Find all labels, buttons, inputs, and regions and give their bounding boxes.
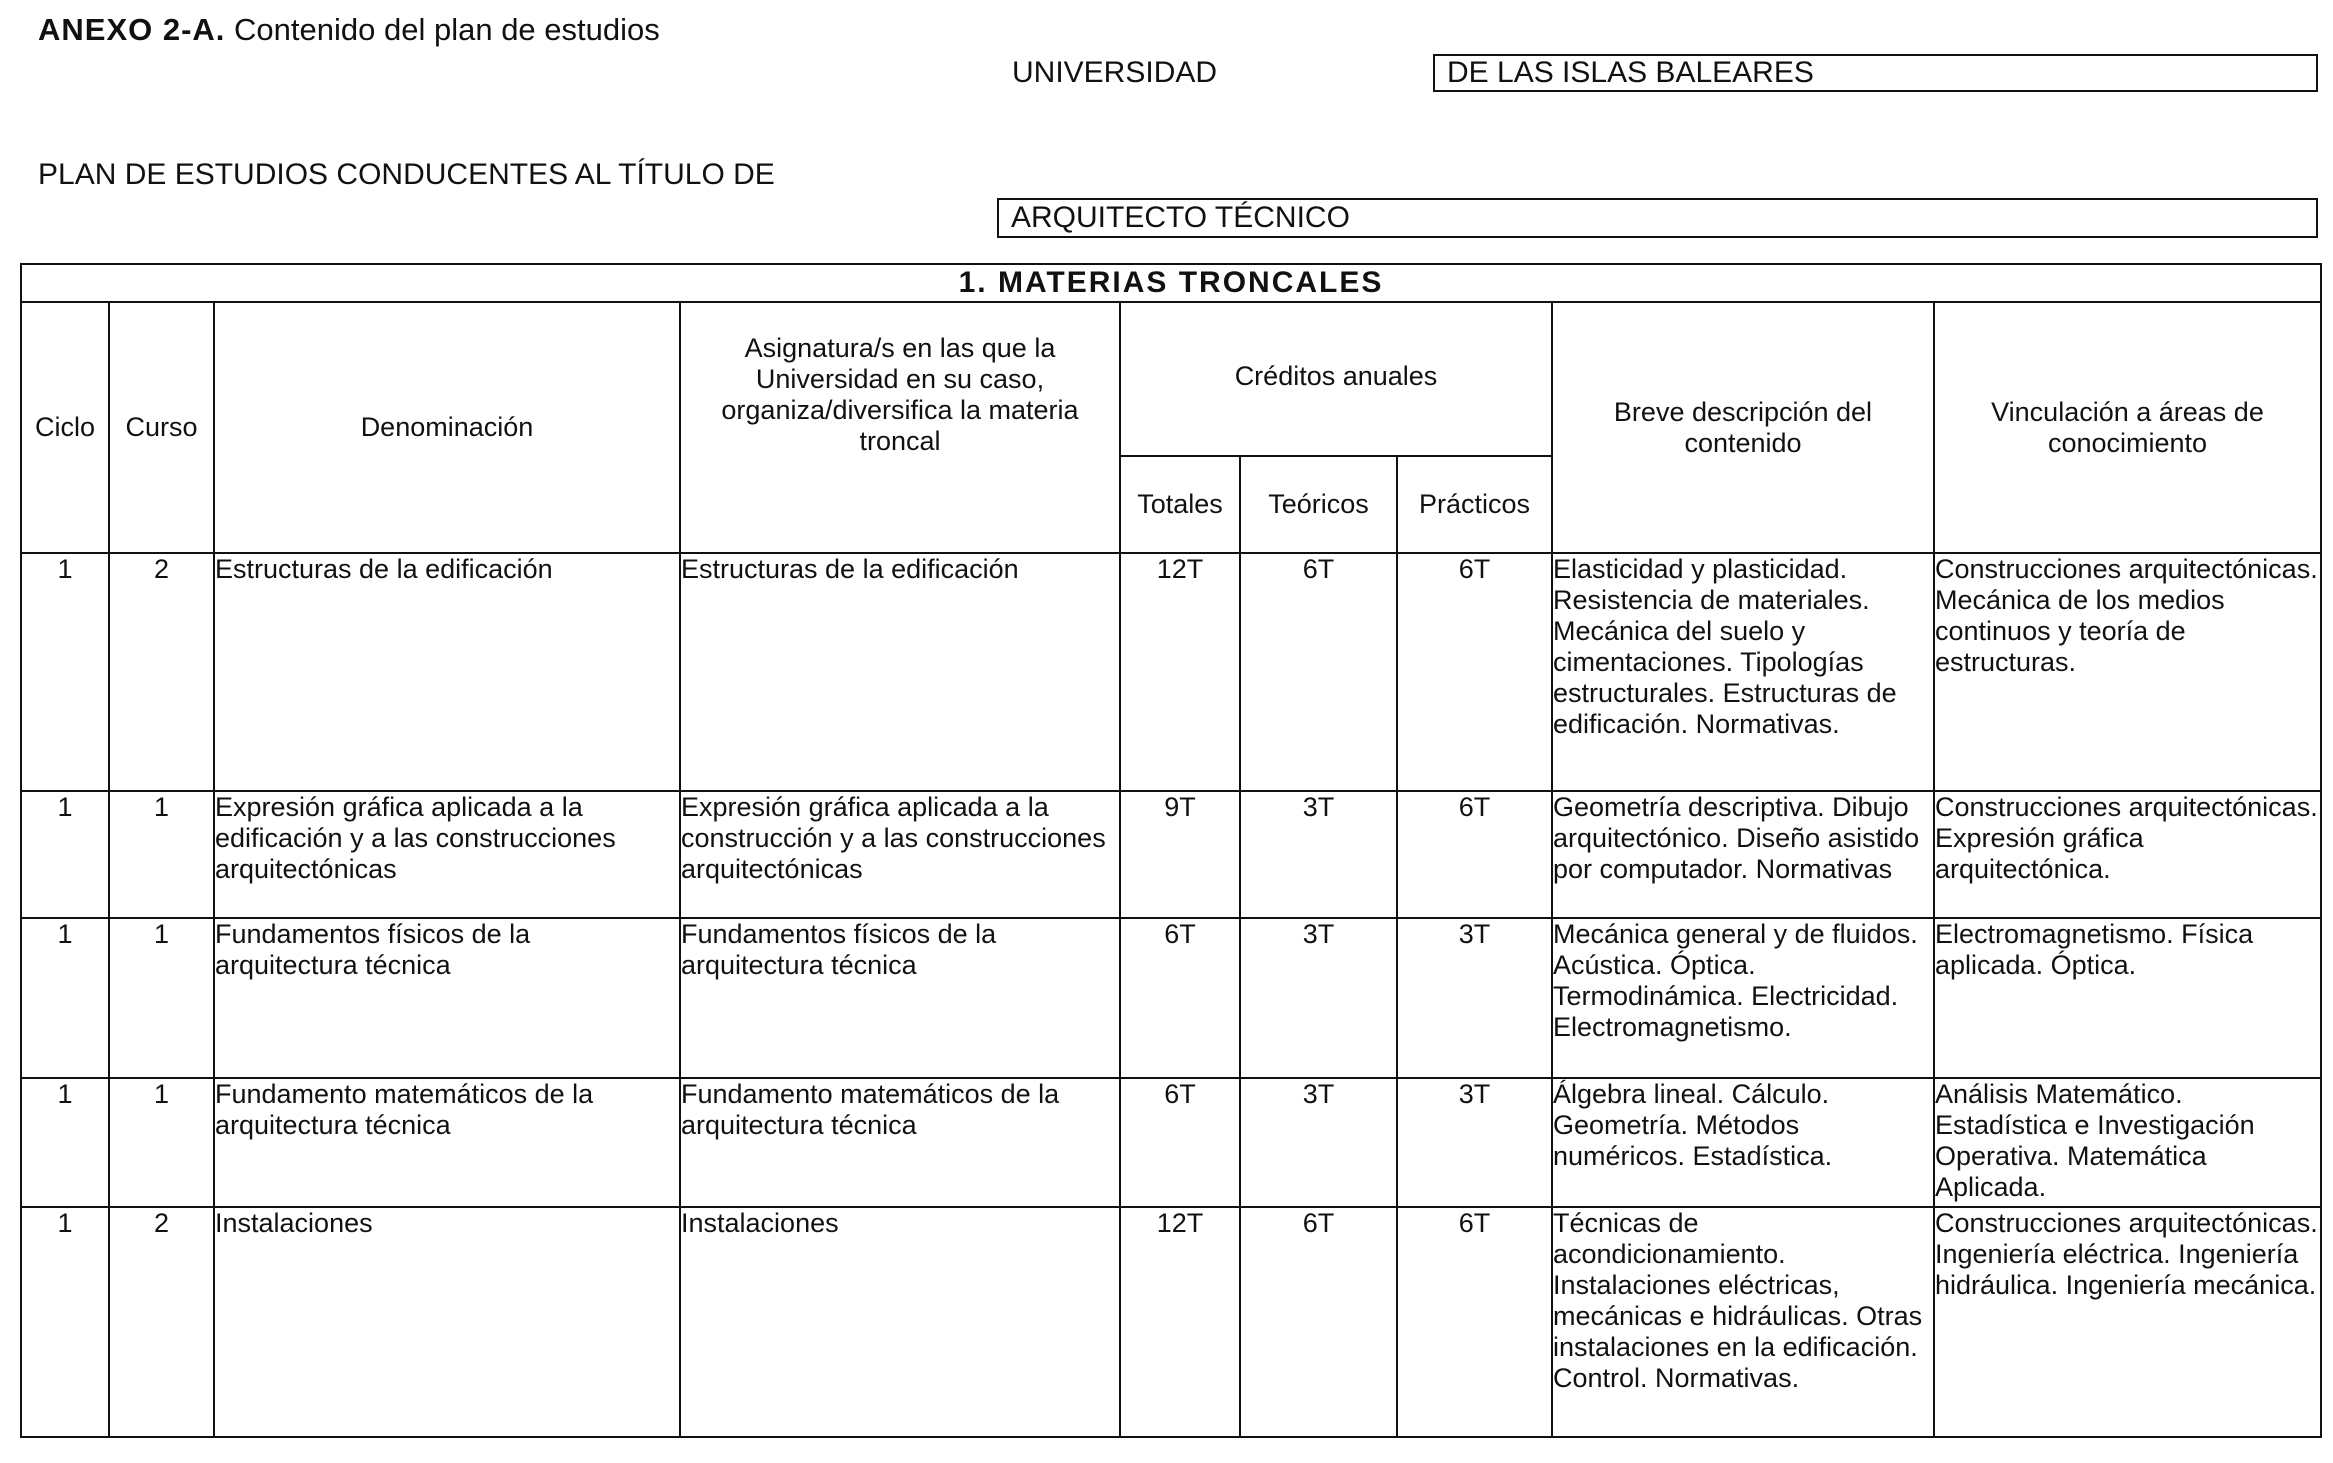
- cell-descripcion: Elasticidad y plasticidad. Resistencia de materiales. Mecánica del suelo y cimentaciones. Tipologías estructurales. Estructuras de edificación. Normativas.: [1552, 553, 1934, 791]
- table-row: [21, 1078, 2321, 1207]
- cell-denominacion: Instalaciones: [214, 1207, 680, 1437]
- col-ciclo: Ciclo: [21, 302, 109, 552]
- cell-vinculacion: Construcciones arquitectónicas. Expresión gráfica arquitectónica.: [1934, 791, 2321, 918]
- col-vinculacion: Vinculación a áreas de conocimiento: [1934, 302, 2321, 552]
- cell-curso: 1: [109, 918, 214, 1077]
- plan-label: PLAN DE ESTUDIOS CONDUCENTES AL TÍTULO DE: [38, 158, 775, 191]
- cell-ciclo: 1: [21, 553, 109, 791]
- col-practicos: Prácticos: [1397, 456, 1552, 553]
- cell-totales: 12T: [1120, 553, 1240, 791]
- cell-denominacion: Fundamento matemáticos de la arquitectura técnica: [214, 1078, 680, 1207]
- annex-text: Contenido del plan de estudios: [234, 12, 660, 47]
- cell-descripcion: Técnicas de acondicionamiento. Instalaciones eléctricas, mecánicas e hidráulicas. Otras instalaciones en la edificación. Control. Normativas.: [1552, 1207, 1934, 1437]
- cell-curso: 1: [109, 1078, 214, 1207]
- cell-descripcion: Mecánica general y de fluidos. Acústica. Óptica. Termodinámica. Electricidad. Electromagnetismo.: [1552, 918, 1934, 1077]
- cell-totales: 6T: [1120, 918, 1240, 1077]
- degree-title: ARQUITECTO TÉCNICO: [997, 198, 2318, 238]
- cell-vinculacion: Análisis Matemático. Estadística e Investigación Operativa. Matemática Aplicada.: [1934, 1078, 2321, 1207]
- cell-curso: 2: [109, 1207, 214, 1437]
- table-row: [21, 1207, 2321, 1437]
- col-teoricos: Teóricos: [1240, 456, 1397, 553]
- section-title: 1. MATERIAS TRONCALES: [21, 264, 2321, 302]
- cell-practicos: 6T: [1397, 1207, 1552, 1437]
- cell-ciclo: 1: [21, 1207, 109, 1437]
- table-row: [21, 918, 2321, 1077]
- cell-curso: 2: [109, 553, 214, 791]
- annex-heading: [38, 12, 660, 48]
- cell-practicos: 6T: [1397, 791, 1552, 918]
- cell-ciclo: 1: [21, 918, 109, 1077]
- annex-label: ANEXO 2-A.: [38, 12, 226, 47]
- cell-vinculacion: Construcciones arquitectónicas. Mecánica de los medios continuos y teoría de estructuras.: [1934, 553, 2321, 791]
- cell-practicos: 3T: [1397, 1078, 1552, 1207]
- cell-teoricos: 3T: [1240, 791, 1397, 918]
- table-row: [21, 553, 2321, 791]
- cell-teoricos: 6T: [1240, 1207, 1397, 1437]
- cell-denominacion: Fundamentos físicos de la arquitectura técnica: [214, 918, 680, 1077]
- cell-totales: 6T: [1120, 1078, 1240, 1207]
- cell-totales: 12T: [1120, 1207, 1240, 1437]
- cell-denominacion: Expresión gráfica aplicada a la edificación y a las construcciones arquitectónicas: [214, 791, 680, 918]
- cell-curso: 1: [109, 791, 214, 918]
- cell-teoricos: 6T: [1240, 553, 1397, 791]
- cell-totales: 9T: [1120, 791, 1240, 918]
- col-asignatura: Asignatura/s en las que la Universidad en su caso, organiza/diversifica la materia troncal: [680, 302, 1120, 552]
- cell-asignatura: Instalaciones: [680, 1207, 1120, 1437]
- cell-asignatura: Expresión gráfica aplicada a la construcción y a las construcciones arquitectónicas: [680, 791, 1120, 918]
- cell-asignatura: Fundamentos físicos de la arquitectura técnica: [680, 918, 1120, 1077]
- cell-vinculacion: Construcciones arquitectónicas. Ingeniería eléctrica. Ingeniería hidráulica. Ingeniería mecánica.: [1934, 1207, 2321, 1437]
- col-denominacion: Denominación: [214, 302, 680, 552]
- cell-asignatura: Estructuras de la edificación: [680, 553, 1120, 791]
- col-totales: Totales: [1120, 456, 1240, 553]
- cell-teoricos: 3T: [1240, 1078, 1397, 1207]
- cell-teoricos: 3T: [1240, 918, 1397, 1077]
- university-value: DE LAS ISLAS BALEARES: [1433, 54, 2318, 92]
- cell-descripcion: Geometría descriptiva. Dibujo arquitectónico. Diseño asistido por computador. Normativas: [1552, 791, 1934, 918]
- col-descripcion: Breve descripción del contenido: [1552, 302, 1934, 552]
- cell-denominacion: Estructuras de la edificación: [214, 553, 680, 791]
- cell-asignatura: Fundamento matemáticos de la arquitectura técnica: [680, 1078, 1120, 1207]
- university-label: UNIVERSIDAD: [1012, 56, 1218, 89]
- table-row: [21, 791, 2321, 918]
- cell-practicos: 3T: [1397, 918, 1552, 1077]
- col-creditos: Créditos anuales: [1120, 302, 1552, 455]
- col-curso: Curso: [109, 302, 214, 552]
- cell-ciclo: 1: [21, 1078, 109, 1207]
- cell-descripcion: Álgebra lineal. Cálculo. Geometría. Métodos numéricos. Estadística.: [1552, 1078, 1934, 1207]
- cell-practicos: 6T: [1397, 553, 1552, 791]
- subjects-table: [20, 263, 2322, 1438]
- cell-ciclo: 1: [21, 791, 109, 918]
- cell-vinculacion: Electromagnetismo. Física aplicada. Óptica.: [1934, 918, 2321, 1077]
